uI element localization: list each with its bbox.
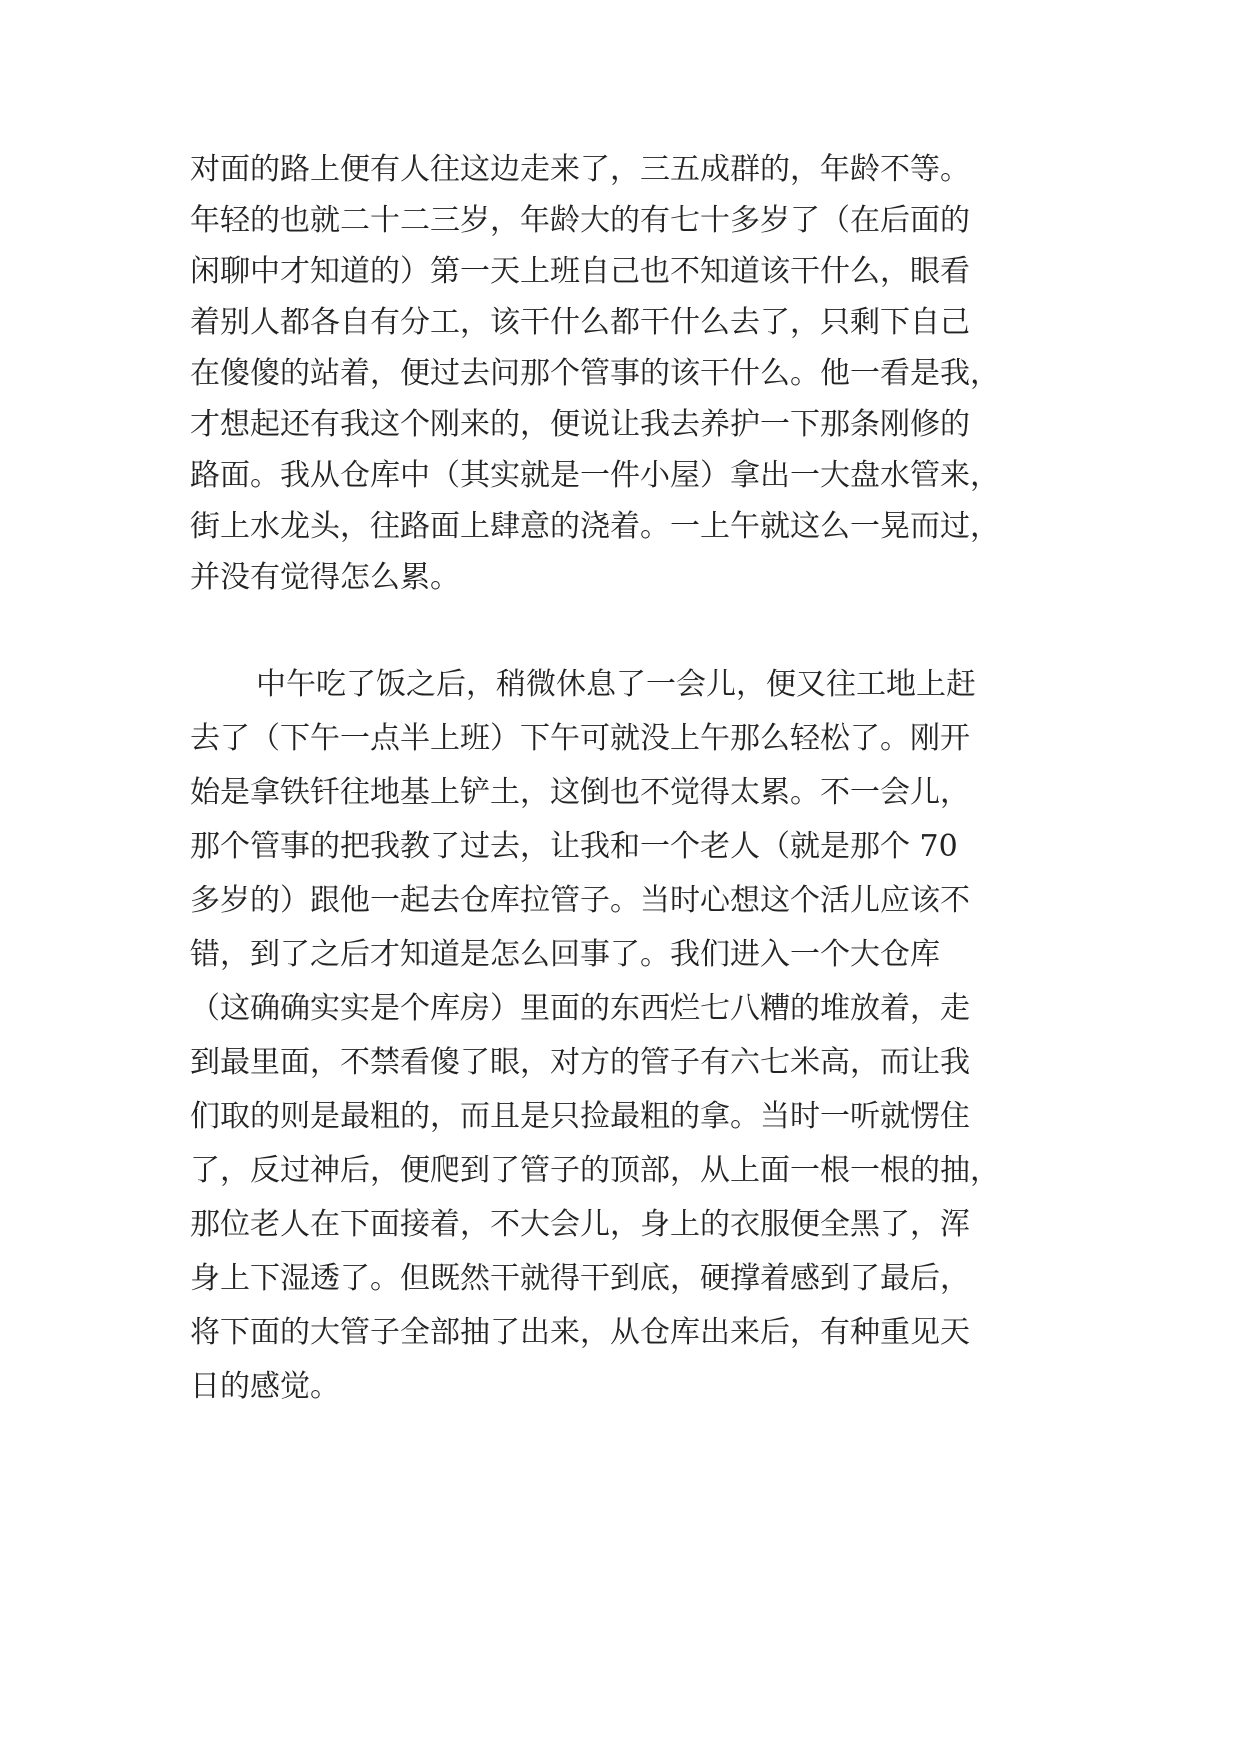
paragraph-line: 着别人都各自有分工，该干什么都干什么去了，只剩下自己 <box>190 305 970 340</box>
paragraph-line: 去了（下午一点半上班）下午可就没上午那么轻松了。刚开 <box>190 721 970 756</box>
paragraph-line: 在傻傻的站着，便过去问那个管事的该干什么。他一看是我， <box>190 356 1000 391</box>
paragraph-line: 到最里面，不禁看傻了眼，对方的管子有六七米高，而让我 <box>190 1045 970 1080</box>
paragraph-line: 中午吃了饭之后，稍微休息了一会儿，便又往工地上赶 <box>256 667 976 702</box>
paragraph-line: 将下面的大管子全部抽了出来，从仓库出来后，有种重见天 <box>190 1315 970 1350</box>
paragraph-line: 身上下湿透了。但既然干就得干到底，硬撑着感到了最后， <box>190 1261 970 1296</box>
paragraph-line: 并没有觉得怎么累。 <box>190 560 460 595</box>
paragraph-line: 路面。我从仓库中（其实就是一件小屋）拿出一大盘水管来， <box>190 458 1000 493</box>
paragraph-line: 闲聊中才知道的）第一天上班自己也不知道该干什么，眼看 <box>190 254 970 289</box>
paragraph-line: 多岁的）跟他一起去仓库拉管子。当时心想这个活儿应该不 <box>190 883 970 918</box>
paragraph-line: 那位老人在下面接着，不大会儿，身上的衣服便全黑了，浑 <box>190 1207 970 1242</box>
paragraph-line: 错，到了之后才知道是怎么回事了。我们进入一个大仓库 <box>190 937 940 972</box>
paragraph-line: 始是拿铁钎往地基上铲土，这倒也不觉得太累。不一会儿， <box>190 775 970 810</box>
paragraph-line: 那个管事的把我教了过去，让我和一个老人（就是那个 70 <box>190 829 958 864</box>
paragraph-line: 才想起还有我这个刚来的，便说让我去养护一下那条刚修的 <box>190 407 970 442</box>
paragraph-line: 们取的则是最粗的，而且是只捡最粗的拿。当时一听就愣住 <box>190 1099 970 1134</box>
paragraph-line: （这确确实实是个库房）里面的东西烂七八糟的堆放着，走 <box>190 991 970 1026</box>
paragraph-line: 年轻的也就二十二三岁，年龄大的有七十多岁了（在后面的 <box>190 203 970 238</box>
paragraph-line: 对面的路上便有人往这边走来了，三五成群的，年龄不等。 <box>190 152 970 187</box>
paragraph-line: 了，反过神后，便爬到了管子的顶部，从上面一根一根的抽， <box>190 1153 1000 1188</box>
paragraph-line: 街上水龙头，往路面上肆意的浇着。一上午就这么一晃而过， <box>190 509 1000 544</box>
paragraph-line: 日的感觉。 <box>190 1369 340 1404</box>
